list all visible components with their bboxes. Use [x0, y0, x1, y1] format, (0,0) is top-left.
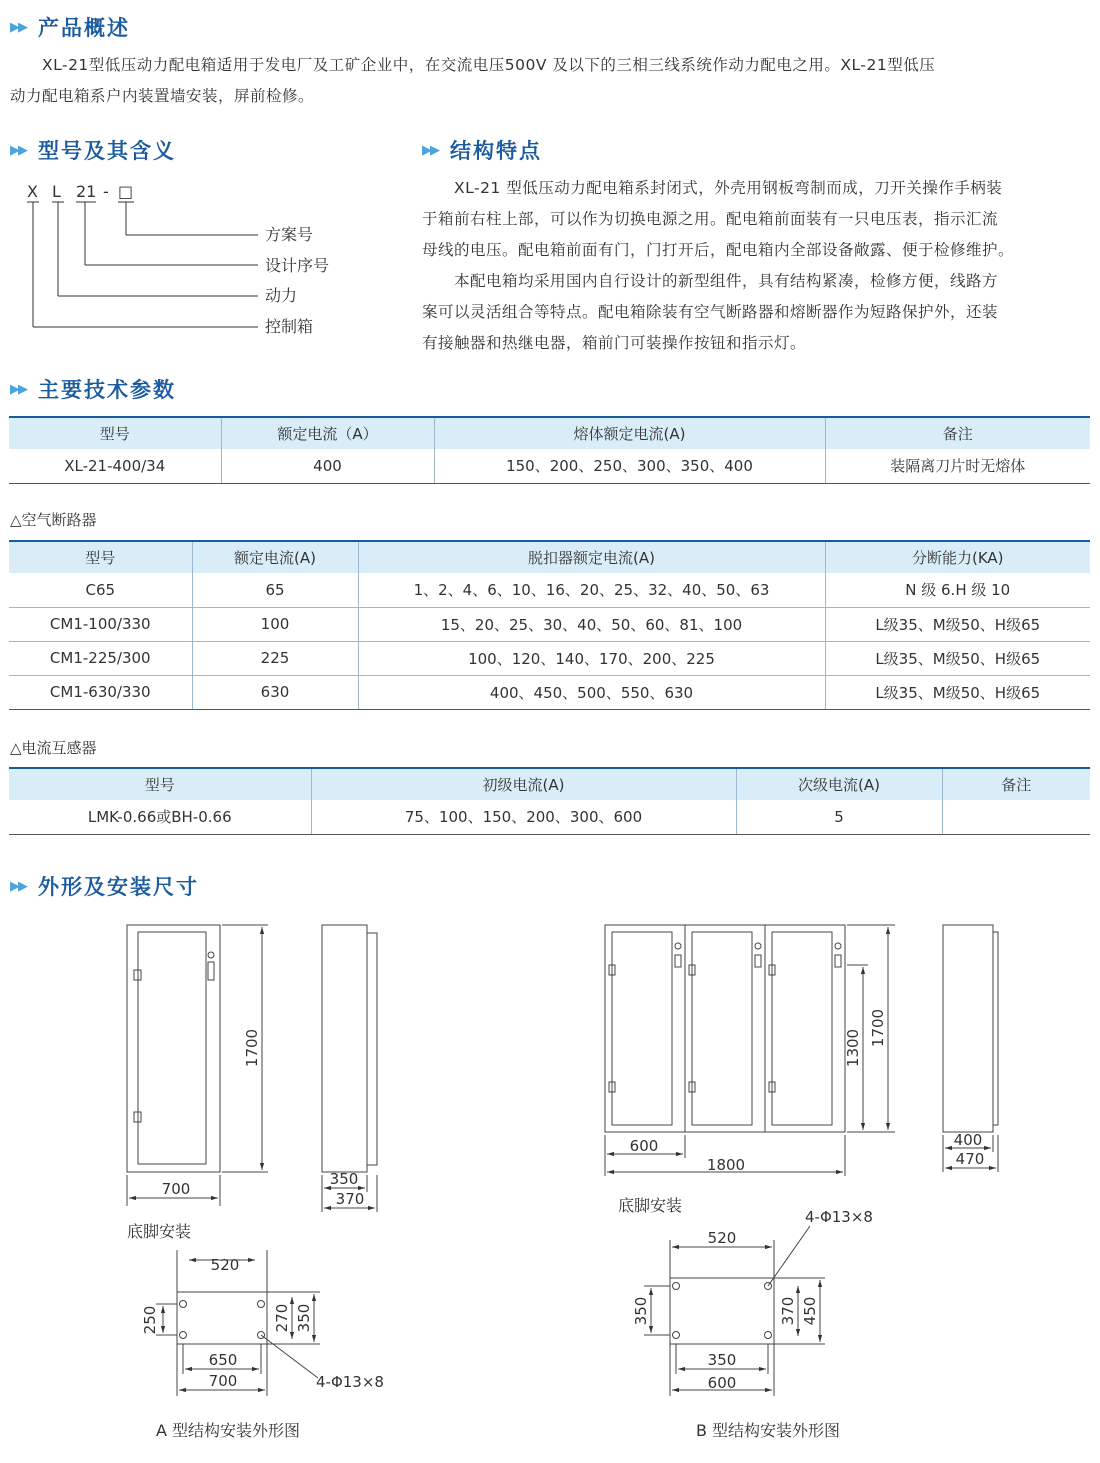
cell-trip: 100、120、140、170、200、225: [358, 641, 825, 675]
col-header: 额定电流(A): [192, 541, 358, 573]
cell-note: 装隔离刀片时无熔体: [825, 449, 1090, 483]
overview-paragraph: [10, 50, 1095, 112]
cell-secondary: 5: [736, 800, 942, 834]
ct-table: [9, 767, 1090, 835]
structure-line: 本配电箱均采用国内自行设计的新型组件，具有结构紧凑，检修方便，线路方: [454, 272, 999, 290]
dim-height: 1700: [243, 1028, 261, 1068]
section-header-params: [10, 374, 176, 404]
table-row: [9, 449, 1090, 483]
section-header-dims: [10, 871, 199, 901]
cell-primary: 75、100、150、200、300、600: [311, 800, 736, 834]
cell-trip: 15、20、25、30、40、50、60、81、100: [358, 607, 825, 641]
foot-plate: [670, 1278, 774, 1344]
col-header: 分断能力(KA): [825, 541, 1090, 573]
cell-capacity: N 级 6.H 级 10: [825, 573, 1090, 607]
section-header-model: [10, 135, 176, 165]
code-char-x: X: [27, 182, 38, 201]
cell-model: CM1-630/330: [9, 675, 192, 709]
meaning-power: 动力: [265, 286, 298, 305]
foot-dim-left: 250: [141, 1305, 159, 1335]
section-header-structure: [422, 135, 542, 165]
cell-fuse: 150、200、250、300、350、400: [434, 449, 825, 483]
col-header: 脱扣器额定电流(A): [358, 541, 825, 573]
cell-model: C65: [9, 573, 192, 607]
foot-dim-bottom2: 600: [707, 1374, 737, 1392]
code-char-l: L: [52, 182, 61, 201]
cell-current: 100: [192, 607, 358, 641]
code-char-dash: -: [103, 182, 109, 201]
hole-spec: 4-Φ13×8: [805, 1208, 873, 1226]
table-header-row: [9, 768, 1090, 800]
section-title: 外形及安装尺寸: [38, 875, 199, 899]
overview-line: XL-21型低压动力配电箱适用于发电厂及工矿企业中，在交流电压500V 及以下的三相三线系统作动力配电之用。XL-21型低压: [42, 56, 936, 74]
code-char-box: □: [118, 182, 134, 201]
col-header: 型号: [9, 541, 192, 573]
structure-line: 有接触器和热继电器，箱前门可装操作按钮和指示灯。: [422, 334, 807, 352]
cell-capacity: L级35、M级50、H级65: [825, 675, 1090, 709]
dim-height-1700: 1700: [869, 1008, 887, 1048]
table-header-row: [9, 541, 1090, 573]
dim-unit-width: 600: [629, 1137, 659, 1155]
foot-dim-left: 350: [632, 1296, 650, 1326]
foot-dim-bottom1: 350: [707, 1351, 737, 1369]
foot-dim-right1: 370: [779, 1296, 797, 1326]
section-title: 型号及其含义: [38, 139, 176, 163]
cell-model: XL-21-400/34: [9, 449, 221, 483]
double-arrow-icon: ▶▶: [10, 19, 26, 35]
cabinet-side: [943, 925, 993, 1132]
drawing-caption: A 型结构安装外形图: [155, 1421, 301, 1440]
dim-height-1300: 1300: [844, 1028, 862, 1068]
code-char-21: 21: [76, 182, 97, 201]
dim-total-width: 1800: [706, 1156, 746, 1174]
col-header: 型号: [9, 417, 221, 449]
col-header: 额定电流（A）: [221, 417, 434, 449]
table-row: [9, 573, 1090, 607]
cell-current: 65: [192, 573, 358, 607]
structure-line: XL-21 型低压动力配电箱系封闭式，外壳用钢板弯制而成，刀开关操作手柄装: [454, 179, 1003, 197]
meaning-scheme: 方案号: [265, 225, 314, 244]
table-row: [9, 607, 1090, 641]
model-code-diagram: [0, 170, 400, 350]
hole-spec: 4-Φ13×8: [316, 1373, 384, 1391]
ct-label: △电流互感器: [10, 739, 97, 757]
col-header: 次级电流(A): [736, 768, 942, 800]
main-spec-table: [9, 416, 1090, 484]
col-header: 初级电流(A): [311, 768, 736, 800]
cell-model: LMK-0.66或BH-0.66: [9, 800, 311, 834]
structure-line: 案可以灵活组合等特点。配电箱除装有空气断路器和熔断器作为短路保护外，还装: [422, 303, 999, 321]
structure-line: 于箱前右柱上部，可以作为切换电源之用。配电箱前面装有一只电压表，指示汇流: [422, 210, 999, 228]
cell-capacity: L级35、M级50、H级65: [825, 607, 1090, 641]
foot-plate: [177, 1292, 267, 1344]
foot-dim-right2: 350: [295, 1303, 313, 1333]
section-header-overview: [10, 12, 130, 42]
table-row: [9, 675, 1090, 709]
dim-depth-outer: 370: [335, 1190, 365, 1208]
col-header: 备注: [825, 417, 1090, 449]
cell-capacity: L级35、M级50、H级65: [825, 641, 1090, 675]
double-arrow-icon: ▶▶: [422, 142, 438, 158]
table-row: [9, 641, 1090, 675]
cell-trip: 1、2、4、6、10、16、20、25、32、40、50、63: [358, 573, 825, 607]
handle-icon: [208, 962, 214, 980]
dim-depth-inner: 350: [329, 1170, 359, 1188]
table-row: [9, 800, 1090, 834]
double-arrow-icon: ▶▶: [10, 381, 26, 397]
section-title: 产品概述: [38, 16, 130, 40]
structure-line: 母线的电压。配电箱前面有门，门打开后，配电箱内全部设备敞露、便于检修维护。: [422, 241, 1015, 259]
foot-dim-bottom1: 650: [208, 1351, 238, 1369]
cell-current: 225: [192, 641, 358, 675]
double-arrow-icon: ▶▶: [10, 142, 26, 158]
cabinet-front: [605, 925, 845, 1132]
foot-dim-top: 520: [210, 1256, 240, 1274]
table-header-row: [9, 417, 1090, 449]
overview-line: 动力配电箱系户内装置墙安装，屏前检修。: [10, 87, 315, 105]
cell-note: [942, 800, 1090, 834]
breaker-table: [9, 540, 1090, 710]
col-header: 备注: [942, 768, 1090, 800]
cell-current: 400: [221, 449, 434, 483]
drawing-a: [0, 900, 540, 1460]
cell-model: CM1-225/300: [9, 641, 192, 675]
foot-dim-bottom2: 700: [208, 1372, 238, 1390]
foot-dim-right1: 270: [273, 1303, 291, 1333]
foot-dim-right2: 450: [801, 1296, 819, 1326]
breaker-label: △空气断路器: [10, 511, 97, 529]
dim-depth-outer: 470: [955, 1150, 985, 1168]
cell-current: 630: [192, 675, 358, 709]
dim-width: 700: [161, 1180, 191, 1198]
drawing-caption: B 型结构安装外形图: [695, 1421, 841, 1440]
foot-label: 底脚安装: [618, 1196, 683, 1215]
structure-paragraph: [422, 173, 1097, 359]
dim-depth-inner: 400: [953, 1131, 983, 1149]
double-arrow-icon: ▶▶: [10, 878, 26, 894]
col-header: 型号: [9, 768, 311, 800]
meaning-control-box: 控制箱: [265, 317, 314, 336]
drawing-b: [560, 900, 1100, 1460]
foot-dim-top: 520: [707, 1229, 737, 1247]
col-header: 熔体额定电流(A): [434, 417, 825, 449]
cell-model: CM1-100/330: [9, 607, 192, 641]
cell-trip: 400、450、500、550、630: [358, 675, 825, 709]
foot-label: 底脚安装: [127, 1222, 192, 1241]
section-title: 结构特点: [450, 139, 542, 163]
cabinet-door: [138, 932, 206, 1164]
cabinet-side: [322, 925, 367, 1172]
meaning-design-no: 设计序号: [265, 256, 330, 275]
section-title: 主要技术参数: [38, 378, 176, 402]
